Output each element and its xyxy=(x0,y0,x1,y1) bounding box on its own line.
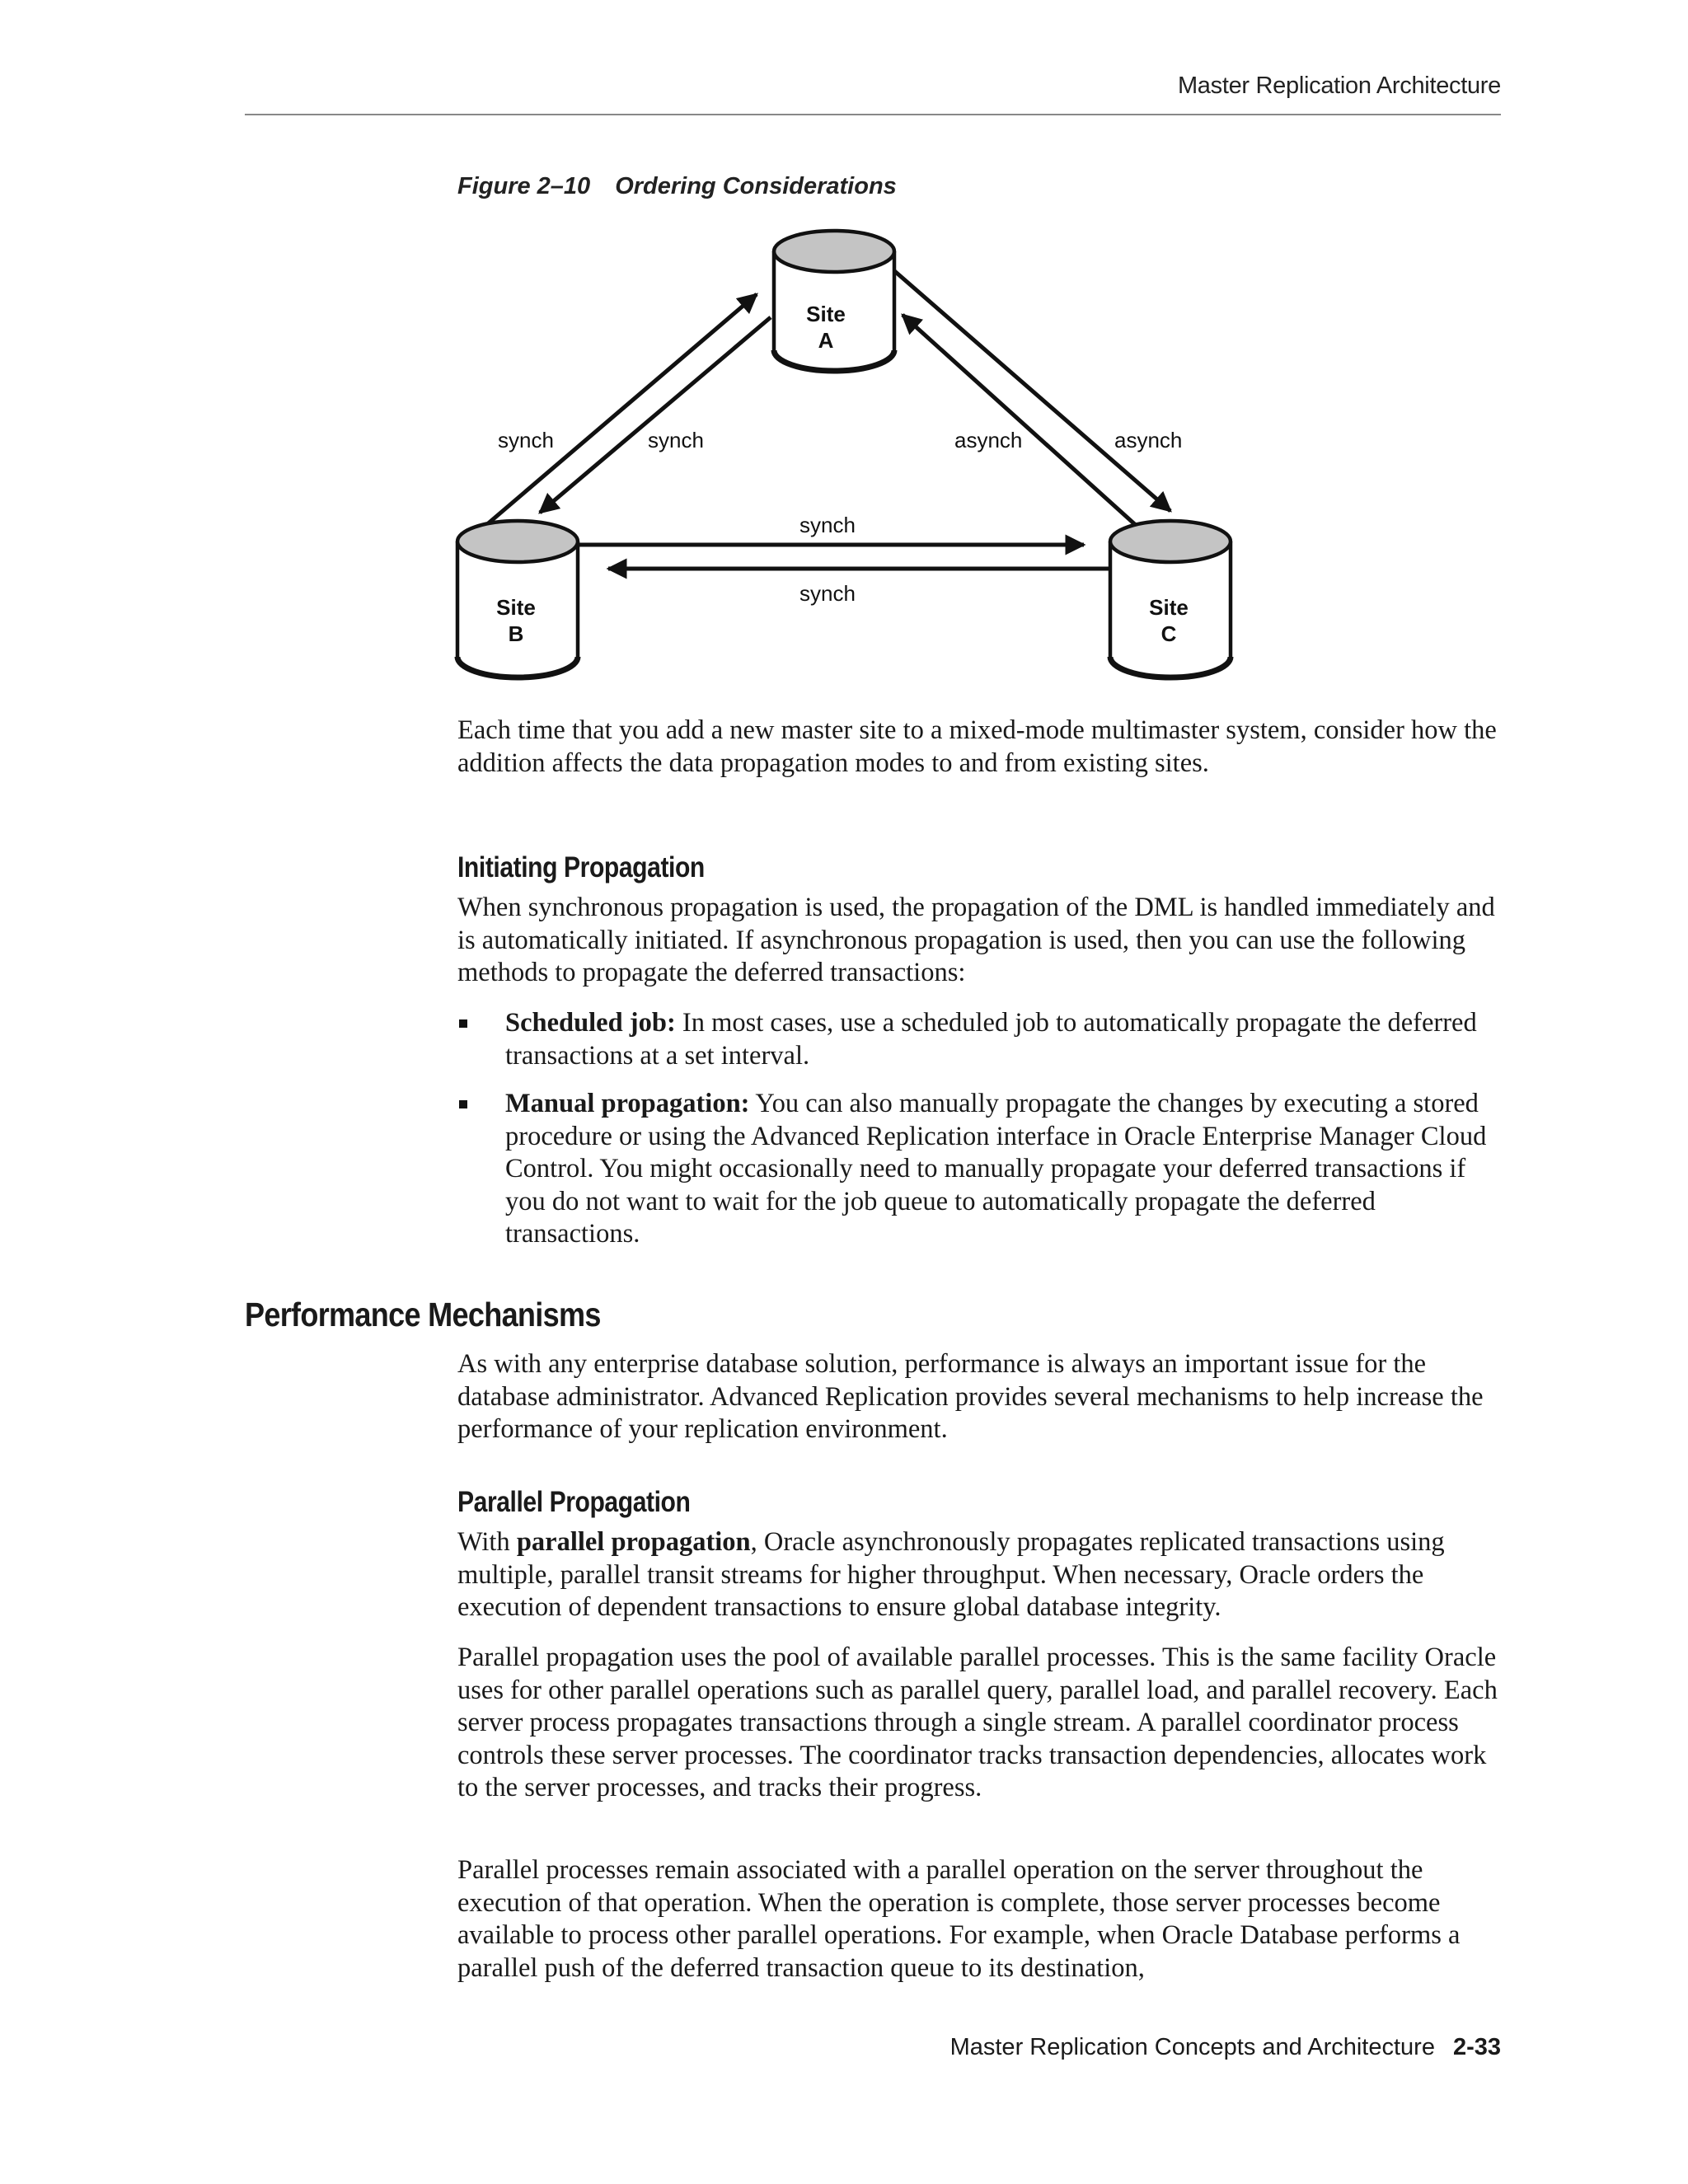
list-item xyxy=(457,1007,1501,1072)
bullet-term: Manual propagation: xyxy=(505,1089,750,1118)
bullet-term: Scheduled job: xyxy=(505,1008,676,1038)
footer-title: Master Replication Concepts and Architecture xyxy=(950,2034,1435,2060)
bullet-marker xyxy=(459,1019,467,1028)
label-bc-bottom: synch xyxy=(799,581,856,606)
site-c-line1: Site xyxy=(1149,595,1189,620)
page-number: 2-33 xyxy=(1452,2034,1501,2060)
site-c-cylinder xyxy=(1110,521,1231,677)
site-b-cylinder xyxy=(457,521,578,677)
bullet-marker xyxy=(459,1100,467,1108)
site-b-line1: Site xyxy=(496,595,536,620)
parallel-paragraph-3: Parallel processes remain associated with a parallel operation on the server throughout the execution of that operation. When the operation is complete, those server processes become available to process other parallel operations. For example, when Oracle Database performs a parallel push of the deferred transaction queue to its destination, xyxy=(457,1855,1461,1983)
site-a-cylinder xyxy=(774,231,894,371)
site-a-line1: Site xyxy=(806,302,846,326)
performance-heading: Performance Mechanisms xyxy=(245,1296,601,1333)
parallel-paragraph-1 xyxy=(457,1526,1501,1624)
label-ab-outer: synch xyxy=(498,428,554,452)
initiating-heading: Initiating Propagation xyxy=(457,851,705,883)
bullet-text: You can also manually propagate the changes by executing a stored procedure or using the Advanced Replication interface in Oracle Enterprise Manager Cloud Control. You might occasionally need to manually propagate your deferred transactions if you do not want to wait for the job queue to automatically propagate the deferred transactions. xyxy=(505,1089,1487,1249)
label-bc-top: synch xyxy=(799,513,856,537)
site-a-line2: A xyxy=(818,328,834,353)
page-footer xyxy=(950,2034,1501,2061)
label-ab-inner: synch xyxy=(648,428,704,452)
initiating-paragraph: When synchronous propagation is used, the propagation of the DML is handled immediately and is automatically initiated. If asynchronous propagation is used, then you can use the following methods to propagate the deferred transactions: xyxy=(457,893,1495,987)
figure-number: Figure 2–10 xyxy=(457,173,591,199)
figure-title: Ordering Considerations xyxy=(615,173,897,199)
ordering-diagram xyxy=(0,0,1688,709)
p1-bold-term: parallel propagation xyxy=(516,1527,751,1557)
parallel-paragraph-2: Parallel propagation uses the pool of available parallel processes. This is the same facility Oracle uses for other parallel operations such as parallel query, parallel load, and parallel recovery. Each server process propagates transactions through a single stream. A parallel coordinator process controls these server processes. The coordinator tracks transaction dependencies, allocates work to the server processes, and tracks their progress. xyxy=(457,1643,1498,1802)
label-ac-outer: asynch xyxy=(1114,428,1183,452)
running-header: Master Replication Architecture xyxy=(1177,73,1501,99)
arrow-b-to-a xyxy=(486,294,757,525)
intro-paragraph: Each time that you add a new master site to a mixed-mode multimaster system, consider how the addition affects the data propagation modes to and from existing sites. xyxy=(457,715,1497,778)
arrow-a-to-b xyxy=(540,317,771,513)
arrow-a-to-c xyxy=(892,269,1170,511)
p1-rest: , Oracle asynchronously propagates replicated transactions using multiple, parallel transit streams for higher throughput. When necessary, Oracle orders the execution of dependent transactions to ensure global database integrity. xyxy=(457,1527,1445,1622)
bullet-text: In most cases, use a scheduled job to automatically propagate the deferred transactions at a set interval. xyxy=(505,1008,1477,1071)
list-item xyxy=(457,1088,1501,1251)
arrow-c-to-a xyxy=(903,315,1146,534)
p1-prefix: With xyxy=(457,1527,517,1557)
site-b-line2: B xyxy=(508,621,524,646)
site-c-line2: C xyxy=(1160,621,1177,646)
performance-paragraph: As with any enterprise database solution, performance is always an important issue for the database administrator. Advanced Replication provides several mechanisms to help increase the performance of your replication environment. xyxy=(457,1349,1484,1444)
parallel-heading: Parallel Propagation xyxy=(457,1486,691,1518)
label-ac-inner: asynch xyxy=(954,428,1023,452)
